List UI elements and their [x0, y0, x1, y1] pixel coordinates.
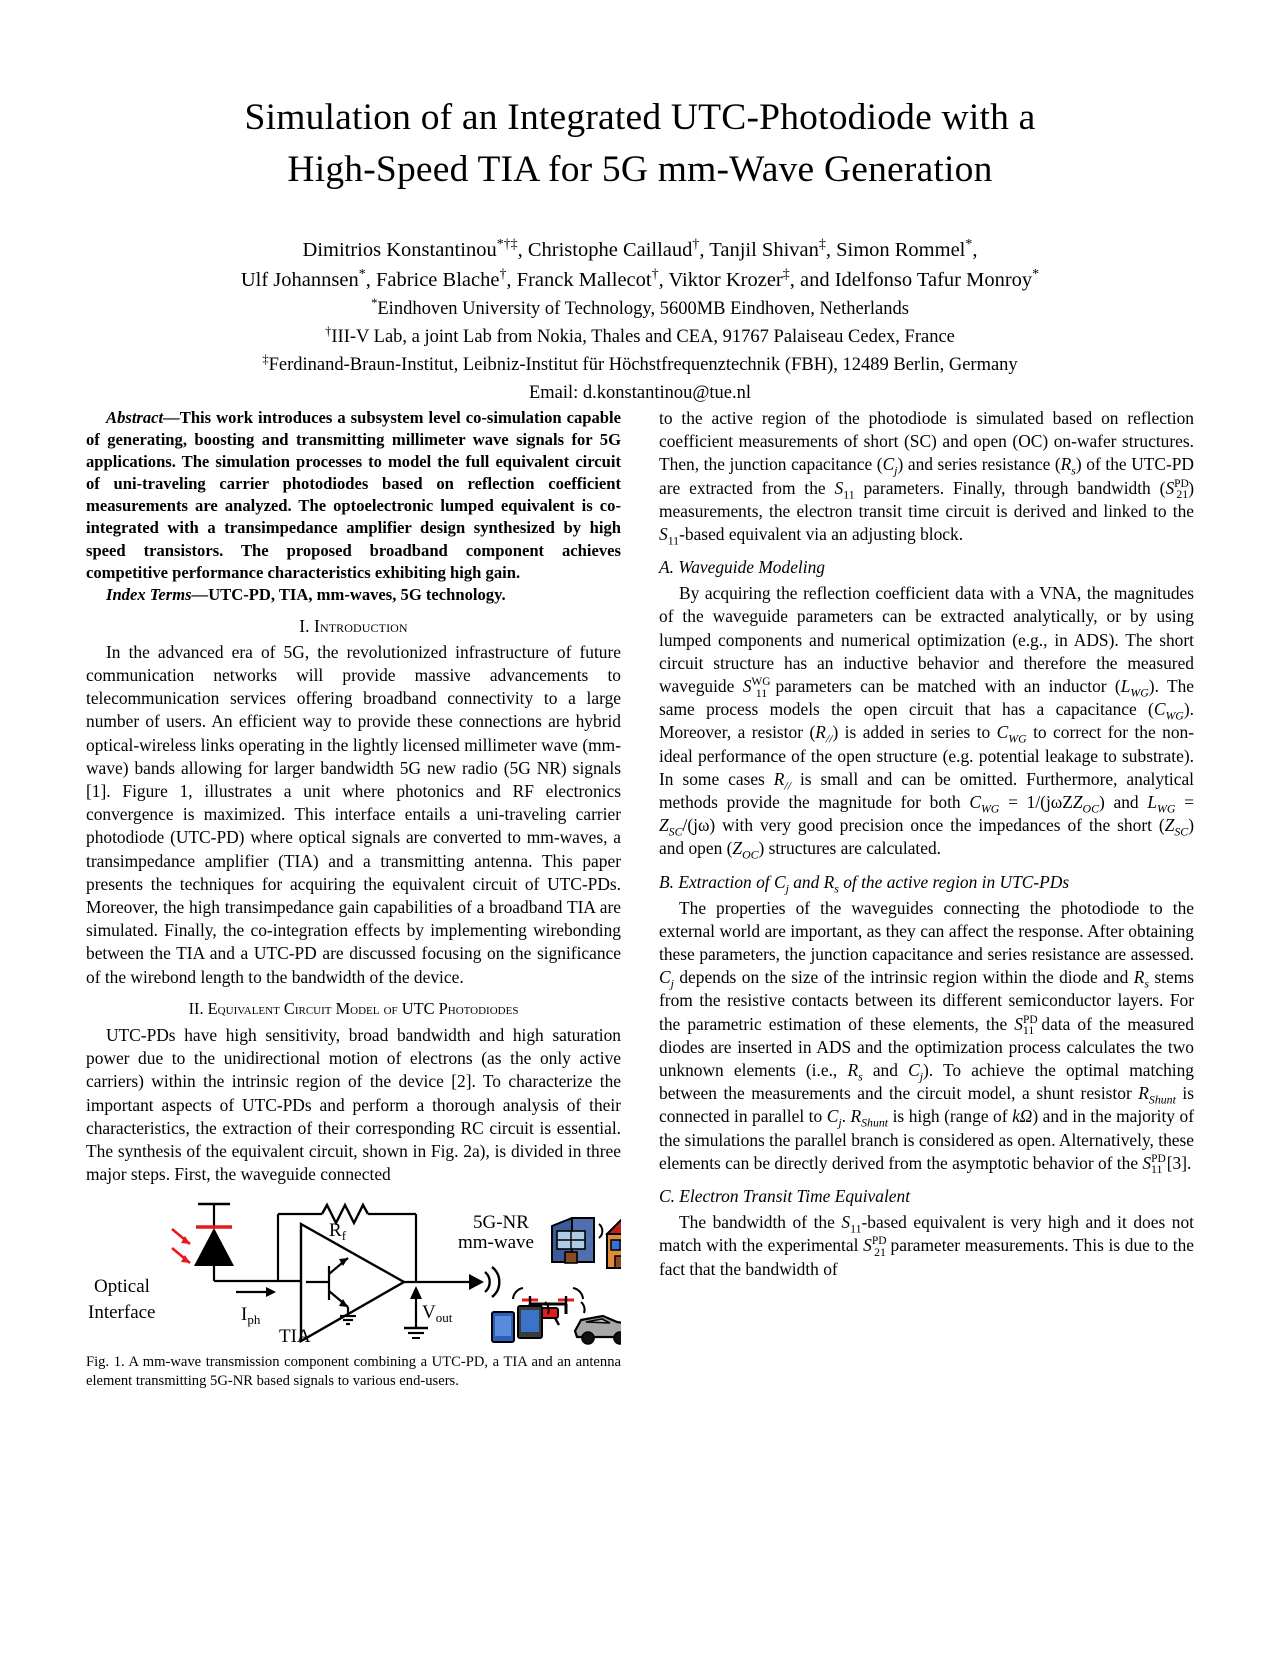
- math-s21pd-2: $S^{PD}_{21}$: [863, 1235, 887, 1259]
- author-mark: †: [692, 237, 700, 253]
- author-mark: ‡: [818, 237, 826, 253]
- section-heading-1: I. Introduction: [299, 615, 408, 636]
- affiliation-mark: *: [371, 295, 378, 310]
- math-rs: $R_s$: [1060, 454, 1076, 478]
- building-icon: [552, 1218, 594, 1263]
- math-cwg-2: $C_{WG}$: [996, 722, 1027, 746]
- math-s11-c: $S_{11}$: [841, 1212, 862, 1236]
- iph-current-arrow: [236, 1287, 276, 1297]
- author-list: [0, 236, 1280, 295]
- math-rs-3: $R_s$: [847, 1060, 863, 1084]
- math-s11: $S_{11}$: [834, 477, 855, 502]
- index-terms: [86, 584, 621, 606]
- title-line-2: High-Speed TIA for 5G mm-Wave Generation: [287, 149, 993, 190]
- author-mark: †: [651, 266, 659, 282]
- math-cj-3: $C_j$: [908, 1060, 924, 1084]
- subsection-b-paragraph: The properties of the waveguides connecting the photodiode to the external world are important, as they can affect the response. After obtaining these parameters, the junction capacitance and series resistance are assessed. $C_j$ depends on the size of the intrinsic region within the diode and $R_s$ stems from the resistive contacts between its different semiconductor layers. For the parametric estimation of these elements, the $S^{PD}_{11}$ data of the measured diodes are inserted in ADS and the optimization process calculates the two unknown elements (i.e., $R_s$ and $C_j$). To achieve the optimal matching between the measurements and the circuit model, a shunt resistor $R_{Shunt}$ is connected in parallel to $C_j$. $R_{Shunt}$ is high (range of kΩ) and in the majority of the simulations the parallel branch is considered as open. Alternatively, these elements can be directly derived from the asymptotic behavior of the $S^{PD}_{11}$ [3].: [659, 897, 1195, 1177]
- subsection-heading-b: B. Extraction of $C_j$ and $R_s$ of the active region in UTC-PDs: [659, 871, 1070, 896]
- vout-label: $V_{out}$: [422, 1302, 453, 1326]
- subsection-heading-c: C. Electron Transit Time Equivalent: [659, 1186, 911, 1207]
- section-1-paragraph: In the advanced era of 5G, the revolutionized infrastructure of future communication networks will provide massive advancements to telecommunication services offering broadband connectivity to a large number of users. An efficient way to provide these connections are hybrid optical-wireless links operating in the lightly licensed millimeter wave (mm-wave) bands allowing for larger bandwidth 5G new radio (5G NR) signals [1]. Figure 1, illustrates a unit where photonics and RF electronics convergence is maximized. This interface entails a uni-traveling carrier photodiode (UTC-PD) where optical signals are converted to mm-waves, a transimpedance amplifier (TIA) and a transmitting antenna. This paper presents the techniques for acquiring the equivalent circuit of UTC-PDs. Moreover, the high transimpedance gain capabilities of a broadband TIA are simulated. Finally, the co-integration effects by implementing wirebonding between the TIA and a UTC-PD are discussed focusing on the significance of the wirebond length to the bandwidth of the device.: [86, 641, 621, 987]
- section-2-paragraph: UTC-PDs have high sensitivity, broad bandwidth and high saturation power due to the unidirectional motion of electrons (as the only active carriers) within the intrinsic region of the device [2]. To characterize the important aspects of UTC-PDs and perform a thorough analysis of their characteristics, the extraction of their corresponding RC circuit is essential. The synthesis of the equivalent circuit, shown in Fig. 2a), is divided in three major steps. First, the waveguide connected: [86, 1024, 621, 1185]
- abstract-label: Abstract—: [106, 408, 180, 427]
- math-cj: $C_j$: [882, 454, 898, 478]
- antenna-symbol: [469, 1267, 499, 1297]
- abstract: [86, 407, 621, 584]
- math-rpar: $R_{//}$: [815, 722, 833, 746]
- figure-1: [86, 1196, 621, 1391]
- mmwave-label: mm-wave: [458, 1232, 534, 1254]
- index-terms-label: Index Terms—: [106, 584, 209, 604]
- author-mark: †: [499, 266, 507, 282]
- math-lwg: $L_{WG}$: [1120, 676, 1149, 700]
- math-s11-b: $S_{11}$: [659, 524, 680, 548]
- math-lwg-eq: $L_{WG} = Z_{SC}/(j\omega)$: [659, 792, 1194, 839]
- title-line-1: Simulation of an Integrated UTC-Photodiode with a: [244, 97, 1036, 138]
- tablet-icon-2: [518, 1306, 542, 1338]
- affiliation-list: [0, 295, 1280, 379]
- math-zsc: $Z_{SC}$: [1164, 815, 1189, 839]
- math-cj-2: $C_j$: [659, 967, 674, 991]
- subsection-c-paragraph: The bandwidth of the $S_{11}$-based equivalent is very high and it does not match with the experimental $S^{PD}_{21}$ parameter measurements. This is due to the fact that the bandwidth of: [659, 1212, 1194, 1279]
- figure-1-caption: Fig. 1. A mm-wave transmission component combining a UTC-PD, a TIA and an antenna element transmitting 5G-NR based signals to various end-users.: [86, 1354, 621, 1390]
- house-icon: [607, 1215, 621, 1268]
- right-column: [659, 407, 1194, 1391]
- affiliation-mark: †: [325, 323, 332, 338]
- index-terms-body: UTC-PD, TIA, mm-waves, 5G technology.: [208, 584, 506, 604]
- car-icon: [575, 1316, 621, 1344]
- math-cj-head: $C_j$: [773, 871, 789, 896]
- author-mark: ‡: [782, 266, 790, 282]
- iph-label: $I_{ph}$: [241, 1304, 261, 1328]
- subsection-a-paragraph: By acquiring the reflection coefficient data with a VNA, the magnitudes of the waveguide parameters can be extracted analytically, or by using lumped components and numerical optimization (e.g., in ADS). The short circuit structure has an inductive behavior and therefore the measured waveguide $S^{WG}_{11}$ parameters can be matched with an inductor $(L_{WG})$. The same process models the open circuit that has a capacitance $(C_{WG})$. Moreover, a resistor $(R_{//})$ is added in series to $C_{WG}$ to correct for the non-ideal performance of the open structure (e.g. potential leakage to substrate). In some cases $R_{//}$ is small and can be omitted. Furthermore, analytical methods provide the magnitude for both $C_{WG} = 1/(j\omega ZZ_{OC})$ and $L_{WG} = Z_{SC}/(j\omega)$ with very good precision once the impedances of the short $(Z_{SC})$ and open $(Z_{OC})$ structures are calculated.: [659, 583, 1195, 862]
- math-kohm: kΩ: [1012, 1106, 1033, 1127]
- math-cwg: $C_{WG}$: [1153, 699, 1184, 723]
- author-mark: *: [965, 237, 973, 253]
- math-rpar-2: $R_{//}$: [773, 768, 791, 793]
- affiliation-3: ‡Ferdinand-Braun-Institut, Leibniz-Institut für Höchstfrequenztechnik (FBH), 12489 Berlin, Germany: [262, 351, 1018, 375]
- math-s11pd-2: $S^{PD}_{11}$: [1142, 1152, 1166, 1177]
- math-rs-head: $R_s$: [823, 871, 839, 896]
- photodiode-symbol: [172, 1204, 234, 1281]
- optical-label: Optical: [94, 1276, 150, 1298]
- affiliation-2: †III-V Lab, a joint Lab from Nokia, Thales and CEA, 91767 Palaiseau Cedex, France: [325, 323, 955, 347]
- math-cj-4: $C_j$: [826, 1106, 842, 1130]
- body-columns: [86, 407, 1194, 1391]
- left-column: [86, 407, 621, 1391]
- math-rs-2: $R_s$: [1133, 967, 1149, 991]
- abstract-body: This work introduces a subsystem level co-simulation capable of generating, boosting and transmitting millimeter wave signals for 5G applications. The simulation processes to model the full equivalent circuit of uni-traveling carrier photodiodes based on reflection coefficient measurements are analyzed. The optoelectronic lumped equivalent is co-integrated with a transimpedance amplifier design synthesized by high speed transistors. The proposed broadband component achieves competitive performance characteristics exhibiting high gain.: [86, 408, 621, 582]
- math-rshunt-2: $R_{Shunt}$: [850, 1106, 889, 1130]
- author-line-2: Ulf Johannsen*, Fabrice Blache†, Franck Mallecot†, Viktor Krozer‡, and Idelfonso Tafur Monroy*: [240, 266, 1040, 291]
- 5gnr-label: 5G-NR: [473, 1212, 529, 1234]
- author-mark: *: [1032, 266, 1040, 282]
- section-heading-2: II. Equivalent Circuit Model of UTC Photodiodes: [188, 998, 519, 1018]
- math-s11pd: $S^{PD}_{11}$: [1014, 1013, 1038, 1038]
- math-s21pd: $S^{PD}_{21}$: [1165, 477, 1189, 502]
- author-mark: *†‡: [496, 237, 518, 253]
- rf-label: $R_f$: [329, 1220, 347, 1244]
- transistor-symbol: [306, 1258, 356, 1324]
- subsection-heading-a: A. Waveguide Modeling: [659, 557, 825, 578]
- contact-email: Email: d.konstantinou@tue.nl: [528, 383, 752, 403]
- page-title: [135, 92, 1145, 196]
- title-block: [0, 0, 1280, 407]
- tablet-icon-1: [492, 1312, 514, 1342]
- signal-arc-building: [599, 1224, 602, 1238]
- author-line-1: Dimitrios Konstantinou*†‡, Christophe Caillaud†, Tanjil Shivan‡, Simon Rommel*,: [302, 237, 978, 261]
- affiliation-1: *Eindhoven University of Technology, 5600MB Eindhoven, Netherlands: [371, 295, 909, 319]
- math-rshunt: $R_{Shunt}$: [1138, 1083, 1176, 1107]
- math-cwg-eq: $C_{WG} = 1/(j\omega ZZ_{OC})$: [969, 792, 1105, 816]
- section-2-paragraph-continued: to the active region of the photodiode is simulated based on reflection coefficient measurements of short (SC) and open (OC) on-wafer structures. Then, the junction capacitance $(C_j)$ and series resistance $(R_s)$ of the UTC-PD are extracted from the $S_{11}$ parameters. Finally, through bandwidth $(S^{PD}_{21})$ measurements, the electron transit time circuit is derived and linked to the $S_{11}$-based equivalent via an adjusting block.: [659, 408, 1195, 548]
- figure-1-graphic: [86, 1196, 621, 1348]
- math-s11wg: $S^{WG}_{11}$: [742, 676, 771, 700]
- math-zoc: $Z_{OC}$: [732, 838, 759, 862]
- author-mark: *: [358, 266, 366, 282]
- tia-label: TIA: [279, 1326, 311, 1348]
- affiliation-mark: ‡: [262, 351, 269, 366]
- interface-label: Interface: [88, 1302, 156, 1324]
